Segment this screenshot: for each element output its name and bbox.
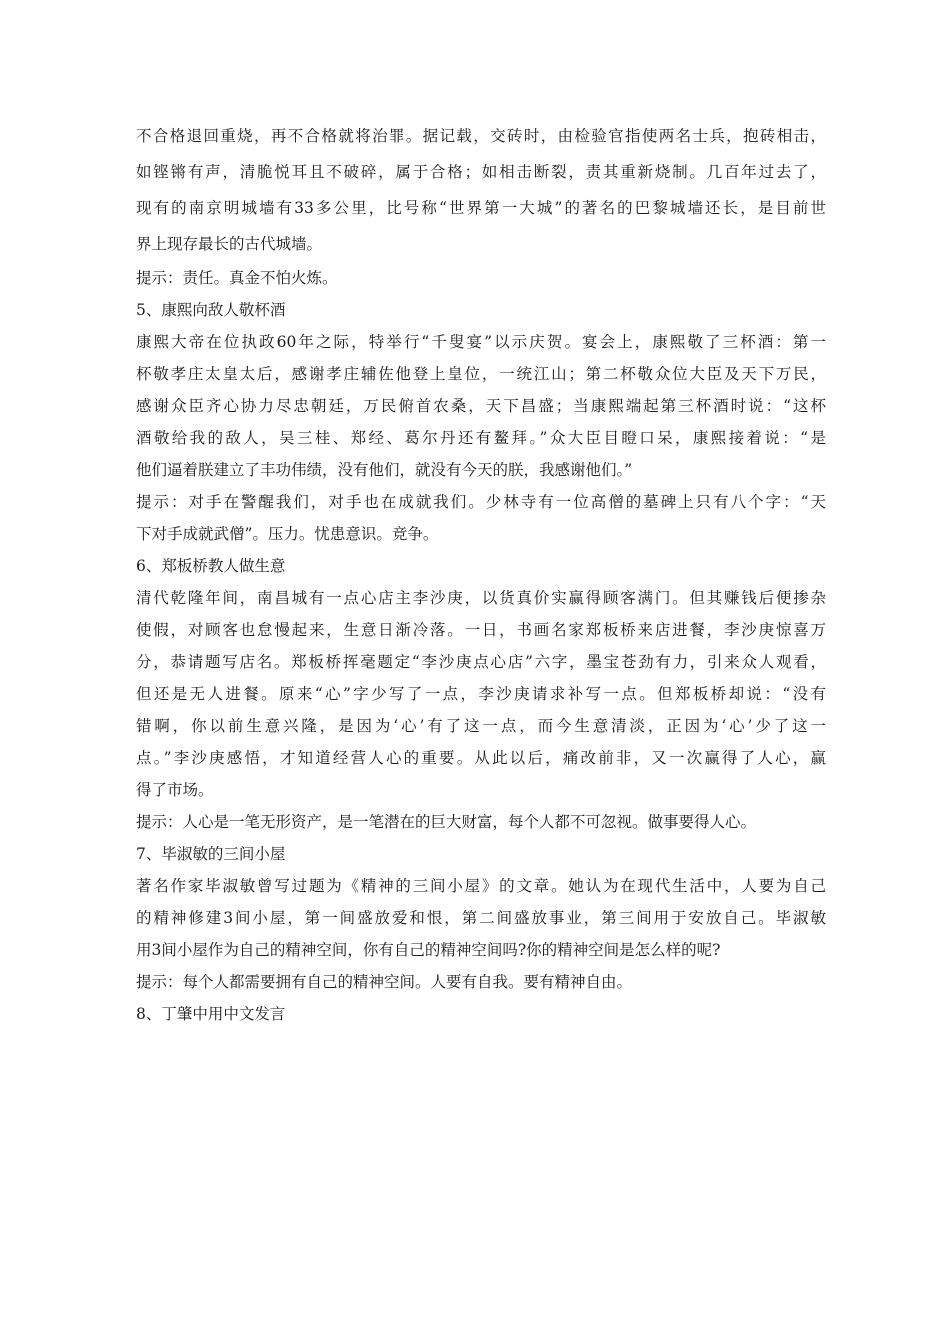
paragraph-zheng-banqiao <box>136 582 826 806</box>
text-line: 用3间小屋作为自己的精神空间，你有自己的精神空间吗?你的精神空间是怎么样的呢? <box>136 941 721 959</box>
tip-line: 提示：每个人都需要拥有自己的精神空间。人要有自我。要有精神自由。 <box>136 973 633 991</box>
tip-kangxi <box>136 486 826 550</box>
text-line: 现有的南京明城墙有33多公里，比号称“世界第一大城”的著名的巴黎城墙还长，是目前世 <box>136 199 826 217</box>
text-line: 他们逼着朕建立了丰功伟绩，没有他们，就没有今天的朕，我感谢他们。” <box>136 461 633 479</box>
paragraph-great-wall-bricks <box>136 118 826 262</box>
text-line: 康熙大帝在位执政60年之际，特举行“千叟宴”以示庆贺。宴会上，康熙敬了三杯酒：第一 <box>136 333 826 351</box>
tip-line: 提示：人心是一笔无形资产，是一笔潜在的巨大财富，每个人都不可忽视。做事要得人心。 <box>136 813 757 831</box>
document-body <box>136 118 826 1030</box>
text-line: 感谢众臣齐心协力尽忠朝廷，万民俯首农桑，天下昌盛；当康熙端起第三杯酒时说：“这杯 <box>136 397 826 415</box>
text-line: 杯敬孝庄太皇太后，感谢孝庄辅佐他登上皇位，一统江山；第二杯敬众位大臣及天下万民， <box>136 365 826 383</box>
text-line: 错啊，你以前生意兴隆，是因为‘心’有了这一点，而今生意清淡，正因为‘心’少了这一 <box>136 717 826 735</box>
text-line: 的精神修建3间小屋，第一间盛放爱和恨，第二间盛放事业，第三间用于安放自己。毕淑敏 <box>136 909 826 927</box>
paragraph-kangxi <box>136 326 826 486</box>
text-line: 如铿锵有声，清脆悦耳且不破碎，属于合格；如相击断裂，责其重新烧制。几百年过去了， <box>136 163 826 181</box>
text-line: 点。”李沙庚感悟，才知道经营人心的重要。从此以后，痛改前非，又一次赢得了人心，赢 <box>136 749 826 767</box>
tip-line: 下对手成就武僧”。压力。忧患意识。竞争。 <box>136 525 439 543</box>
text-line: 界上现存最长的古代城墙。 <box>136 235 323 253</box>
tip-line: 提示：对手在警醒我们，对手也在成就我们。少林寺有一位高僧的墓碑上只有八个字：“天 <box>136 493 826 511</box>
text-line: 酒敬给我的敌人，吴三桂、郑经、葛尔丹还有鳌拜。”众大臣目瞪口呆，康熙接着说：“是 <box>136 429 826 447</box>
text-line: 清代乾隆年间，南昌城有一点心店主李沙庚，以货真价实赢得顾客满门。但其赚钱后便掺杂 <box>136 589 826 607</box>
section-heading: 7、毕淑敏的三间小屋 <box>136 845 286 863</box>
text-line: 但还是无人进餐。原来“心”字少写了一点，李沙庚请求补写一点。但郑板桥却说：“没有 <box>136 685 826 703</box>
text-line: 分，恭请题写店名。郑板桥挥毫题定“李沙庚点心店”六字，墨宝苍劲有力，引来众人观看， <box>136 653 826 671</box>
section-heading: 8、丁肇中用中文发言 <box>136 1005 286 1023</box>
text-line: 得了市场。 <box>136 781 214 799</box>
paragraph-bi-shumin <box>136 870 826 966</box>
text-line: 不合格退回重烧，再不合格就将治罪。据记载，交砖时，由检验官指使两名士兵，抱砖相击， <box>136 127 826 145</box>
section-heading: 5、康熙向敌人敬杯酒 <box>136 301 286 319</box>
text-line: 著名作家毕淑敏曾写过题为《精神的三间小屋》的文章。她认为在现代生活中，人要为自己 <box>136 877 826 895</box>
section-heading: 6、郑板桥教人做生意 <box>136 557 286 575</box>
text-line: 使假，对顾客也怠慢起来，生意日渐冷落。一日，书画名家郑板桥来店进餐，李沙庚惊喜万 <box>136 621 826 639</box>
tip-line: 提示：责任。真金不怕火炼。 <box>136 269 338 287</box>
